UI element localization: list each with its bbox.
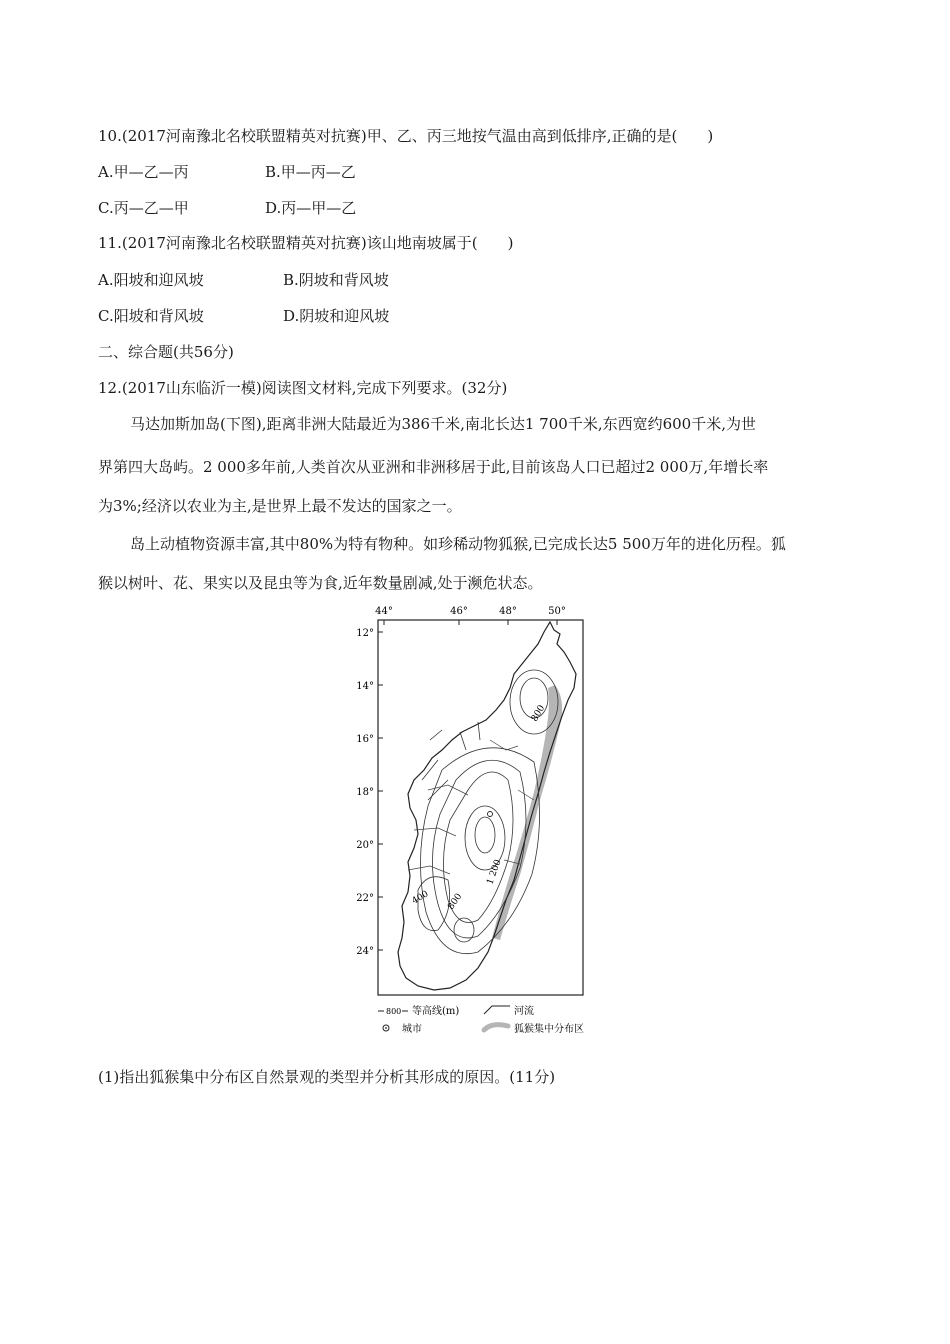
contour-label: 800 [446, 891, 465, 912]
lon-label: 44° [375, 606, 393, 617]
q11-option-a: A.阳坡和迎风坡 [98, 271, 204, 289]
legend-contour-label: 等高线(m) [412, 1006, 460, 1017]
contour-label: 800 [529, 703, 548, 724]
map-frame [378, 620, 583, 995]
lat-label: 18° [356, 787, 374, 798]
q11-option-d: D.阴坡和迎风坡 [283, 307, 390, 325]
contour-label: 1 200 [485, 858, 504, 887]
q10-option-a: A.甲—乙—丙 [98, 163, 189, 181]
q10-option-b: B.甲—丙—乙 [265, 163, 356, 181]
q10-option-c: C.丙—乙—甲 [98, 199, 189, 217]
legend-city-dot [385, 1027, 387, 1029]
legend-city-label: 城市 [402, 1024, 422, 1035]
lat-label: 16° [356, 734, 374, 745]
lat-label: 14° [356, 681, 374, 692]
section-title: 二、综合题(共56分) [98, 343, 234, 361]
city-marker [488, 812, 493, 817]
legend-lemur-label: 狐猴集中分布区 [514, 1024, 584, 1035]
paragraph-line: 界第四大岛屿。2 000多年前,人类首次从亚洲和非洲移居于此,目前该岛人口已超过2 000万,年增长率 [98, 458, 769, 476]
legend-river-label: 河流 [514, 1006, 534, 1017]
lon-label: 46° [450, 606, 468, 617]
lat-label: 24° [356, 946, 374, 957]
lon-label: 50° [548, 606, 566, 617]
paragraph-line: 岛上动植物资源丰富,其中80%为特有物种。如珍稀动物狐猴,已完成长达5 500万年的进化历程。狐 [130, 535, 786, 553]
q12-stem: 12.(2017山东临沂一模)阅读图文材料,完成下列要求。(32分) [98, 379, 508, 397]
lon-label: 48° [499, 606, 517, 617]
lat-label: 20° [356, 840, 374, 851]
legend-lemur-symbol [484, 1025, 508, 1030]
q11-stem: 11.(2017河南豫北名校联盟精英对抗赛)该山地南坡属于( ) [98, 234, 514, 252]
paragraph-line: 马达加斯加岛(下图),距离非洲大陆最近为386千米,南北长达1 700千米,东西宽约600千米,为世 [130, 415, 756, 433]
q11-option-c: C.阳坡和背风坡 [98, 307, 204, 325]
legend-contour-sample: 800 [386, 1007, 402, 1016]
lat-label: 12° [356, 628, 374, 639]
map-legend [378, 1004, 584, 1035]
lat-label: 22° [356, 893, 374, 904]
legend-river-symbol [484, 1006, 510, 1014]
q10-option-d: D.丙—甲—乙 [265, 199, 357, 217]
contour-label: 400 [410, 889, 431, 907]
q12-sub-question-1: (1)指出狐猴集中分布区自然景观的类型并分析其形成的原因。(11分) [98, 1068, 556, 1086]
q10-stem: 10.(2017河南豫北名校联盟精英对抗赛)甲、乙、丙三地按气温由高到低排序,正确的是( ) [98, 127, 714, 145]
madagascar-map [338, 600, 610, 1040]
q11-option-b: B.阴坡和背风坡 [283, 271, 389, 289]
paragraph-line: 为3%;经济以农业为主,是世界上最不发达的国家之一。 [98, 497, 462, 515]
paragraph-line: 猴以树叶、花、果实以及昆虫等为食,近年数量剧减,处于濒危状态。 [98, 574, 543, 592]
rivers [408, 740, 534, 874]
